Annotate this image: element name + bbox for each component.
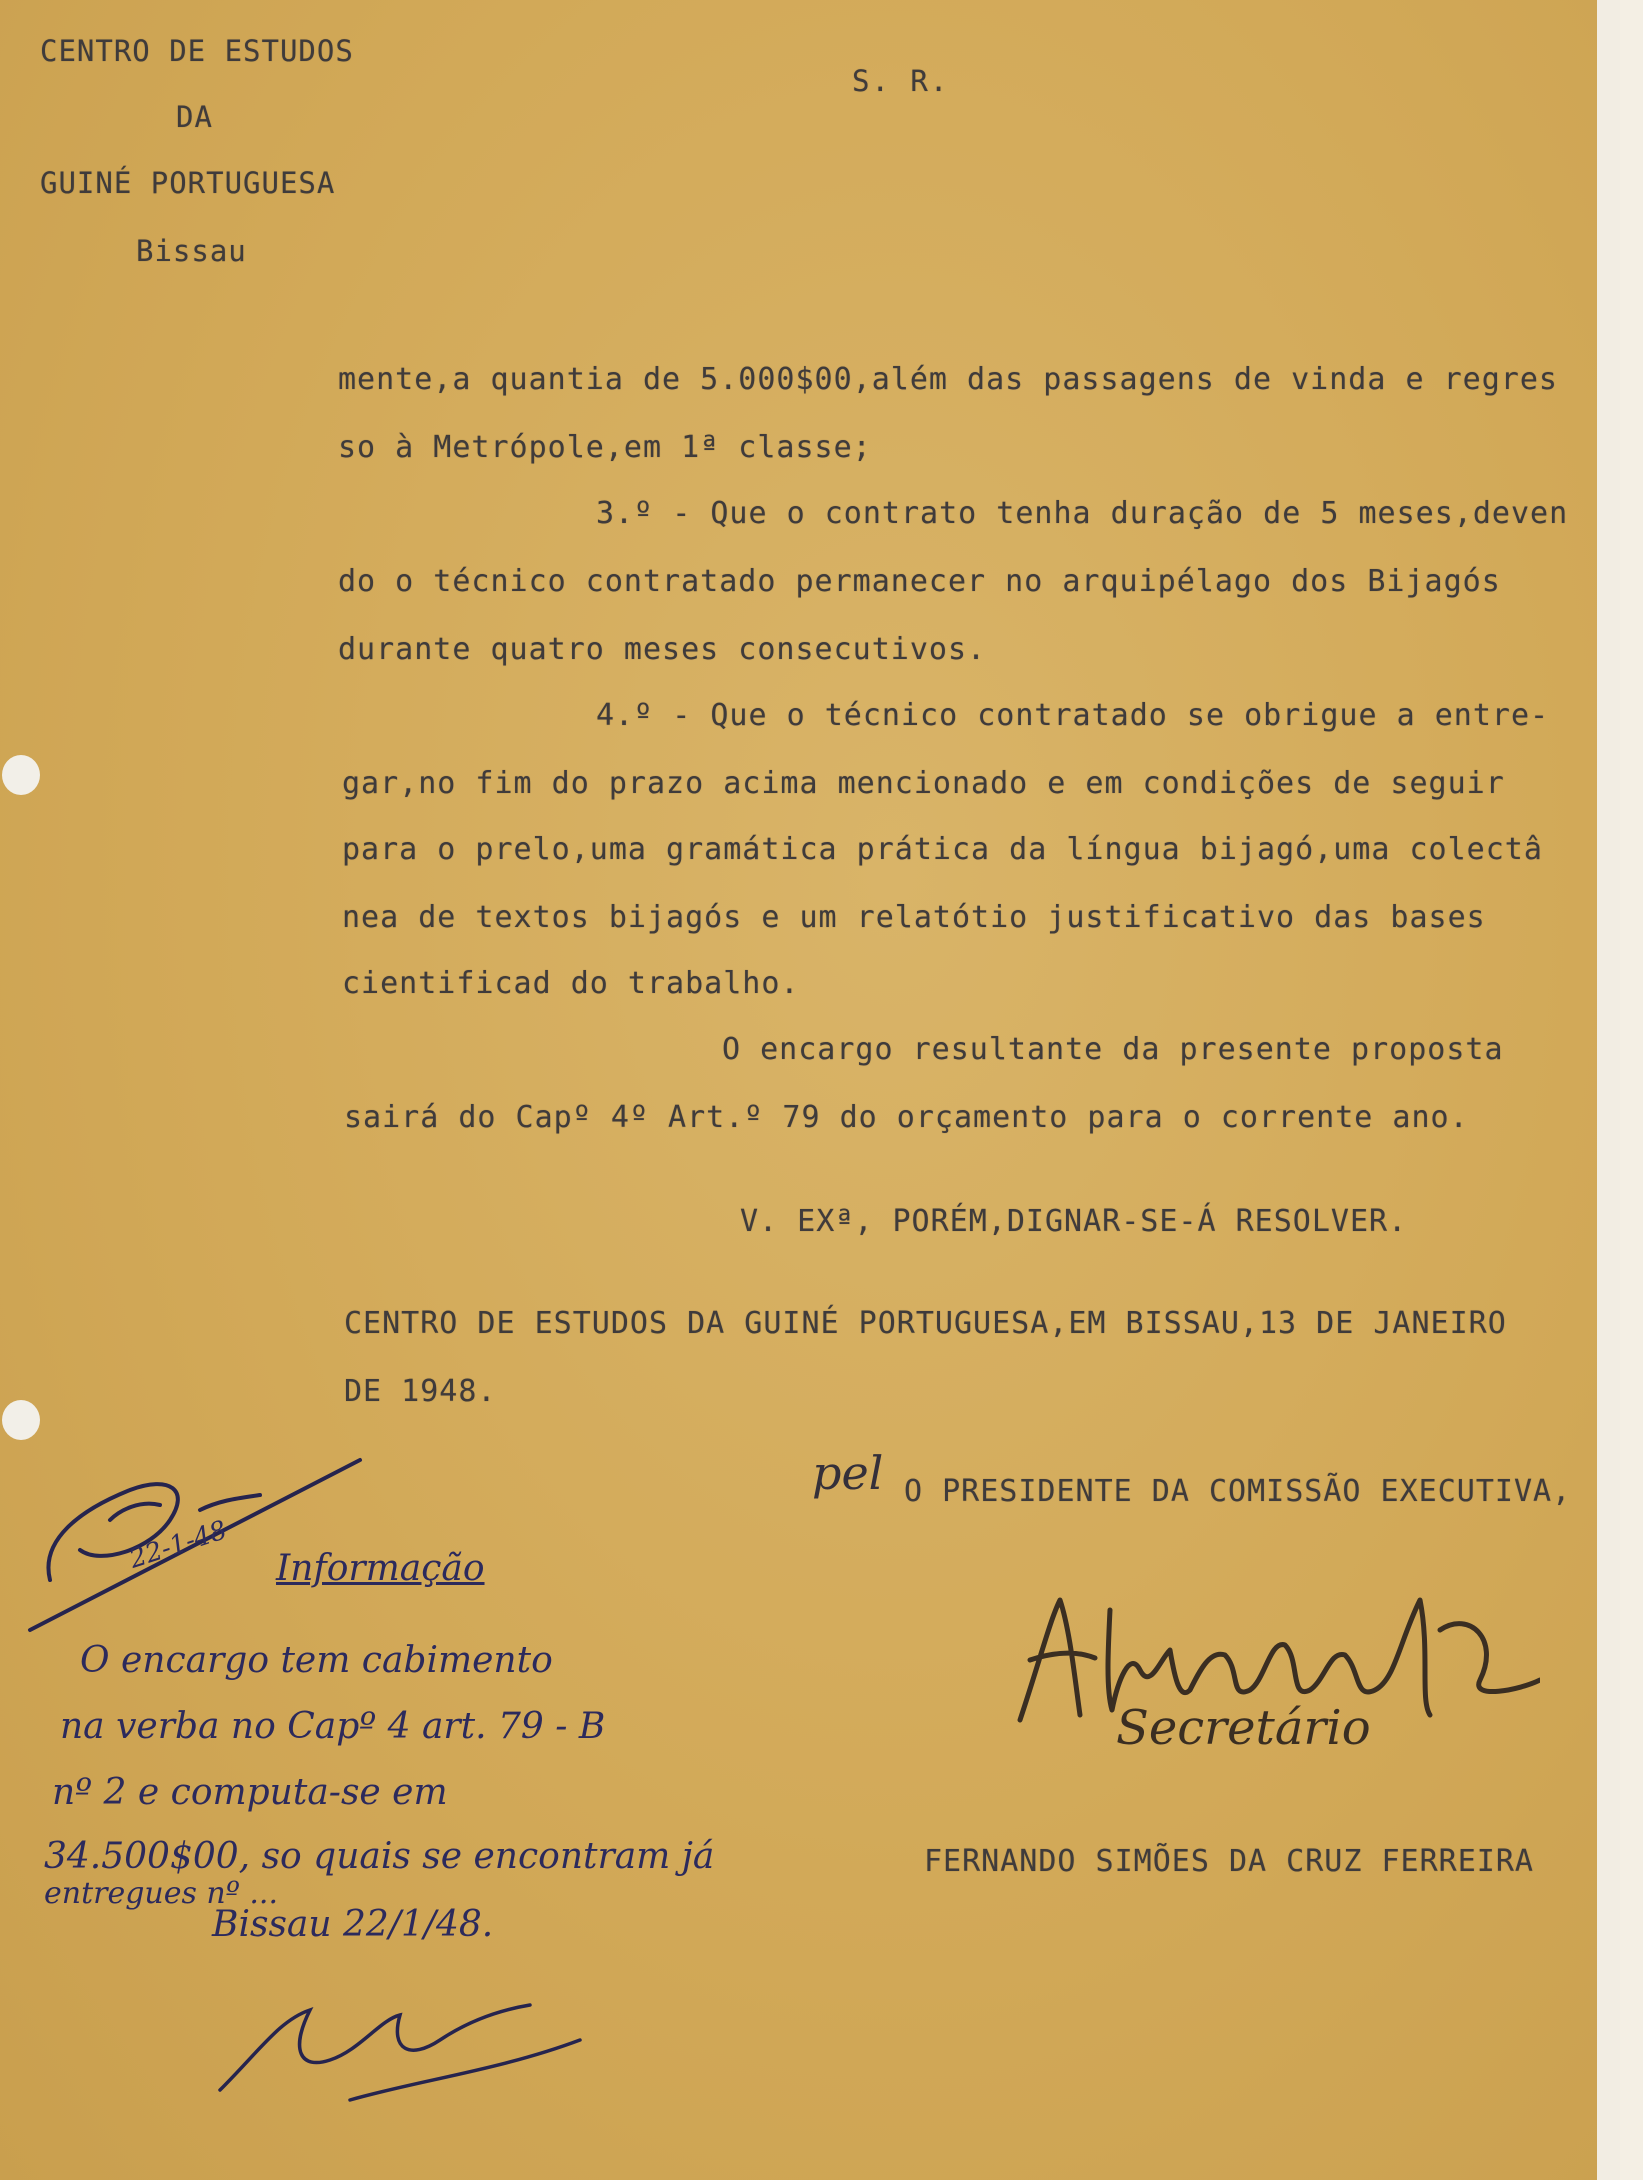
- body-line: gar,no fim do prazo acima mencionado e em condições de seguir: [342, 766, 1505, 801]
- place-date-line-1: CENTRO DE ESTUDOS DA GUINÉ PORTUGUESA,EM BISSAU,13 DE JANEIRO: [344, 1306, 1507, 1341]
- body-line: O encargo resultante da presente proposta: [722, 1032, 1504, 1067]
- signature-title: O PRESIDENTE DA COMISSÃO EXECUTIVA,: [904, 1474, 1572, 1509]
- body-line: mente,a quantia de 5.000$00,além das passagens de vinda e regres: [338, 362, 1558, 397]
- annotation-signature: [200, 1960, 600, 2110]
- annotation-line: nº 2 e computa-se em: [52, 1772, 448, 1813]
- annotation-heading: Informação: [276, 1548, 485, 1589]
- institution-line-3: GUINÉ PORTUGUESA: [40, 166, 336, 200]
- institution-line-1: CENTRO DE ESTUDOS: [40, 34, 354, 68]
- body-line: nea de textos bijagós e um relatótio justificativo das bases: [342, 900, 1486, 935]
- closing-formula: V. EXª, PORÉM,DIGNAR-SE-Á RESOLVER.: [740, 1204, 1408, 1239]
- body-line: para o prelo,uma gramática prática da língua bijagó,uma colectâ: [342, 832, 1543, 867]
- signatory-name: FERNANDO SIMÕES DA CRUZ FERREIRA: [924, 1844, 1534, 1879]
- annotation-line: na verba no Capº 4 art. 79 - B: [60, 1706, 606, 1747]
- annotation-line: 34.500$00, so quais se encontram já: [44, 1836, 715, 1877]
- body-line: durante quatro meses consecutivos.: [338, 632, 987, 667]
- annotation-line: entregues nº ...: [44, 1876, 279, 1911]
- body-line: so à Metrópole,em 1ª classe;: [338, 430, 872, 465]
- place-date-line-2: DE 1948.: [344, 1374, 497, 1409]
- body-line: 3.º - Que o contrato tenha duração de 5 meses,deven: [596, 496, 1569, 531]
- annotation-place-date: Bissau 22/1/48.: [212, 1904, 494, 1945]
- paper-edge: [1597, 0, 1620, 2180]
- institution-city: Bissau: [136, 234, 247, 268]
- body-line: do o técnico contratado permanecer no arquipélago dos Bijagós: [338, 564, 1501, 599]
- annotation-line: O encargo tem cabimento: [80, 1640, 553, 1681]
- stamp-date: 22-1-48: [125, 1515, 231, 1575]
- body-line: sairá do Capº 4º Art.º 79 do orçamento para o corrente ano.: [344, 1100, 1469, 1135]
- body-line: 4.º - Que o técnico contratado se obrigue a entre-: [596, 698, 1550, 733]
- institution-line-2: DA: [176, 100, 213, 134]
- punch-hole: [2, 755, 40, 795]
- pp-mark: pel: [812, 1446, 884, 1500]
- punch-hole: [2, 1400, 40, 1440]
- body-line: cientificad do trabalho.: [342, 966, 800, 1001]
- salutation: S. R.: [852, 64, 950, 98]
- handwritten-role: Secretário: [1116, 1700, 1371, 1756]
